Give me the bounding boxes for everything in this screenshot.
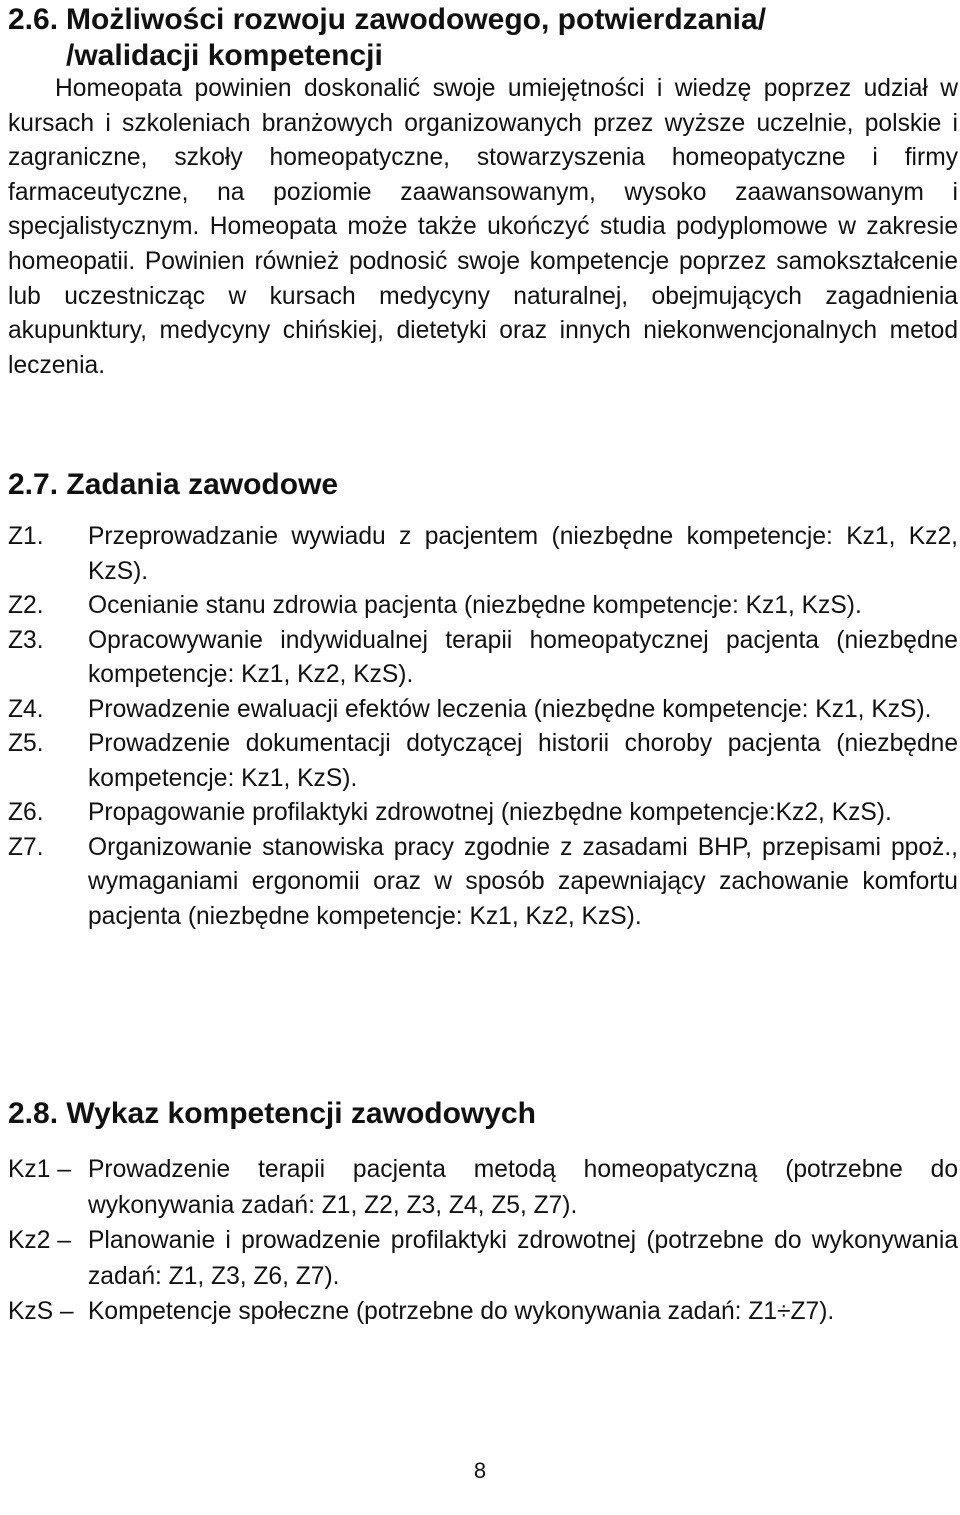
task-text: Ocenianie stanu zdrowia pacjenta (niezbędne kompetencje: Kz1, KzS).: [88, 592, 862, 619]
competency-item: [8, 1223, 958, 1294]
section-26-number: 2.6.: [8, 3, 59, 36]
task-code: Z4.: [8, 695, 44, 723]
competency-text: Planowanie i prowadzenie profilaktyki zdrowotnej (potrzebne do wykonywania zadań: Z1, Z3, Z6, Z7).: [88, 1227, 958, 1290]
task-text: Przeprowadzanie wywiadu z pacjentem (niezbędne kompetencje: Kz1, Kz2, KzS).: [88, 523, 958, 585]
task-item: [8, 624, 958, 693]
competency-code: KzS –: [8, 1298, 74, 1325]
section-27-heading: 2.7. Zadania zawodowe: [8, 468, 339, 501]
page-number: 8: [473, 1458, 487, 1483]
competency-text: Kompetencje społeczne (potrzebne do wykonywania zadań: Z1÷Z7).: [88, 1298, 835, 1325]
task-text: Organizowanie stanowiska pracy zgodnie z zasadami BHP, przepisami ppoż., wymaganiami ergonomii oraz w sposób zapewniający zachowanie komfortu pacjenta (niezbędne kompetencje: Kz1, Kz2, KzS).: [88, 833, 958, 930]
competency-text: Prowadzenie terapii pacjenta metodą homeopatyczną (potrzebne do wykonywania zadań: Z1, Z2, Z3, Z4, Z5, Z7).: [88, 1156, 958, 1219]
task-code: Z5.: [8, 730, 44, 757]
section-26-paragraph: Homeopata powinien doskonalić swoje umiejętności i wiedzę poprzez udział w kursach i szkoleniach branżowych organizowanych przez wyższe uczelnie, polskie i zagraniczne, szkoły homeopatyczne, stowarzyszenia homeopatyczne i firmy farmaceutyczne, na poziomie zaawansowanym, wysoko zaawansowanym i specjalistycznym. Homeopata może także ukończyć studia podyplomowe w zakresie homeopatii. Powinien również podnosić swoje kompetencje poprzez samokształcenie lub uczestnicząc w kursach medycyny naturalnej, obejmujących zagadnienia akupunktury, medycyny chińskiej, dietetyki oraz innych niekonwencjonalnych metod leczenia.: [8, 75, 958, 379]
section-26-heading: [8, 2, 958, 74]
task-code: Z3.: [8, 626, 44, 654]
task-list: [8, 520, 958, 934]
task-item: [8, 589, 958, 624]
task-code: Z6.: [8, 799, 44, 826]
competency-item: [8, 1294, 958, 1330]
task-code: Z7.: [8, 833, 44, 861]
section-28-heading: 2.8. Wykaz kompetencji zawodowych: [8, 1097, 536, 1130]
competency-code: Kz2 –: [8, 1227, 71, 1254]
task-code: Z2.: [8, 592, 44, 619]
task-item: [8, 831, 958, 935]
competency-code: Kz1 –: [8, 1156, 71, 1183]
task-text: Propagowanie profilaktyki zdrowotnej (niezbędne kompetencje:Kz2, KzS).: [88, 799, 892, 826]
section-26-title-line1: Możliwości rozwoju zawodowego, potwierdzania/: [66, 3, 767, 36]
task-text: Prowadzenie dokumentacji dotyczącej historii choroby pacjenta (niezbędne kompetencje: Kz1, KzS).: [88, 730, 958, 792]
task-item: [8, 520, 958, 589]
competency-item: [8, 1152, 958, 1223]
task-text: Opracowywanie indywidualnej terapii homeopatycznej pacjenta (niezbędne kompetencje: Kz1, Kz2, KzS).: [88, 626, 958, 688]
task-code: Z1.: [8, 523, 44, 550]
section-26-title-line2: /walidacji kompetencji: [66, 39, 383, 72]
competency-list: [8, 1152, 958, 1330]
task-item: [8, 796, 958, 831]
task-item: [8, 727, 958, 796]
task-item: [8, 693, 958, 728]
task-text: Prowadzenie ewaluacji efektów leczenia (niezbędne kompetencje: Kz1, KzS).: [88, 695, 932, 723]
